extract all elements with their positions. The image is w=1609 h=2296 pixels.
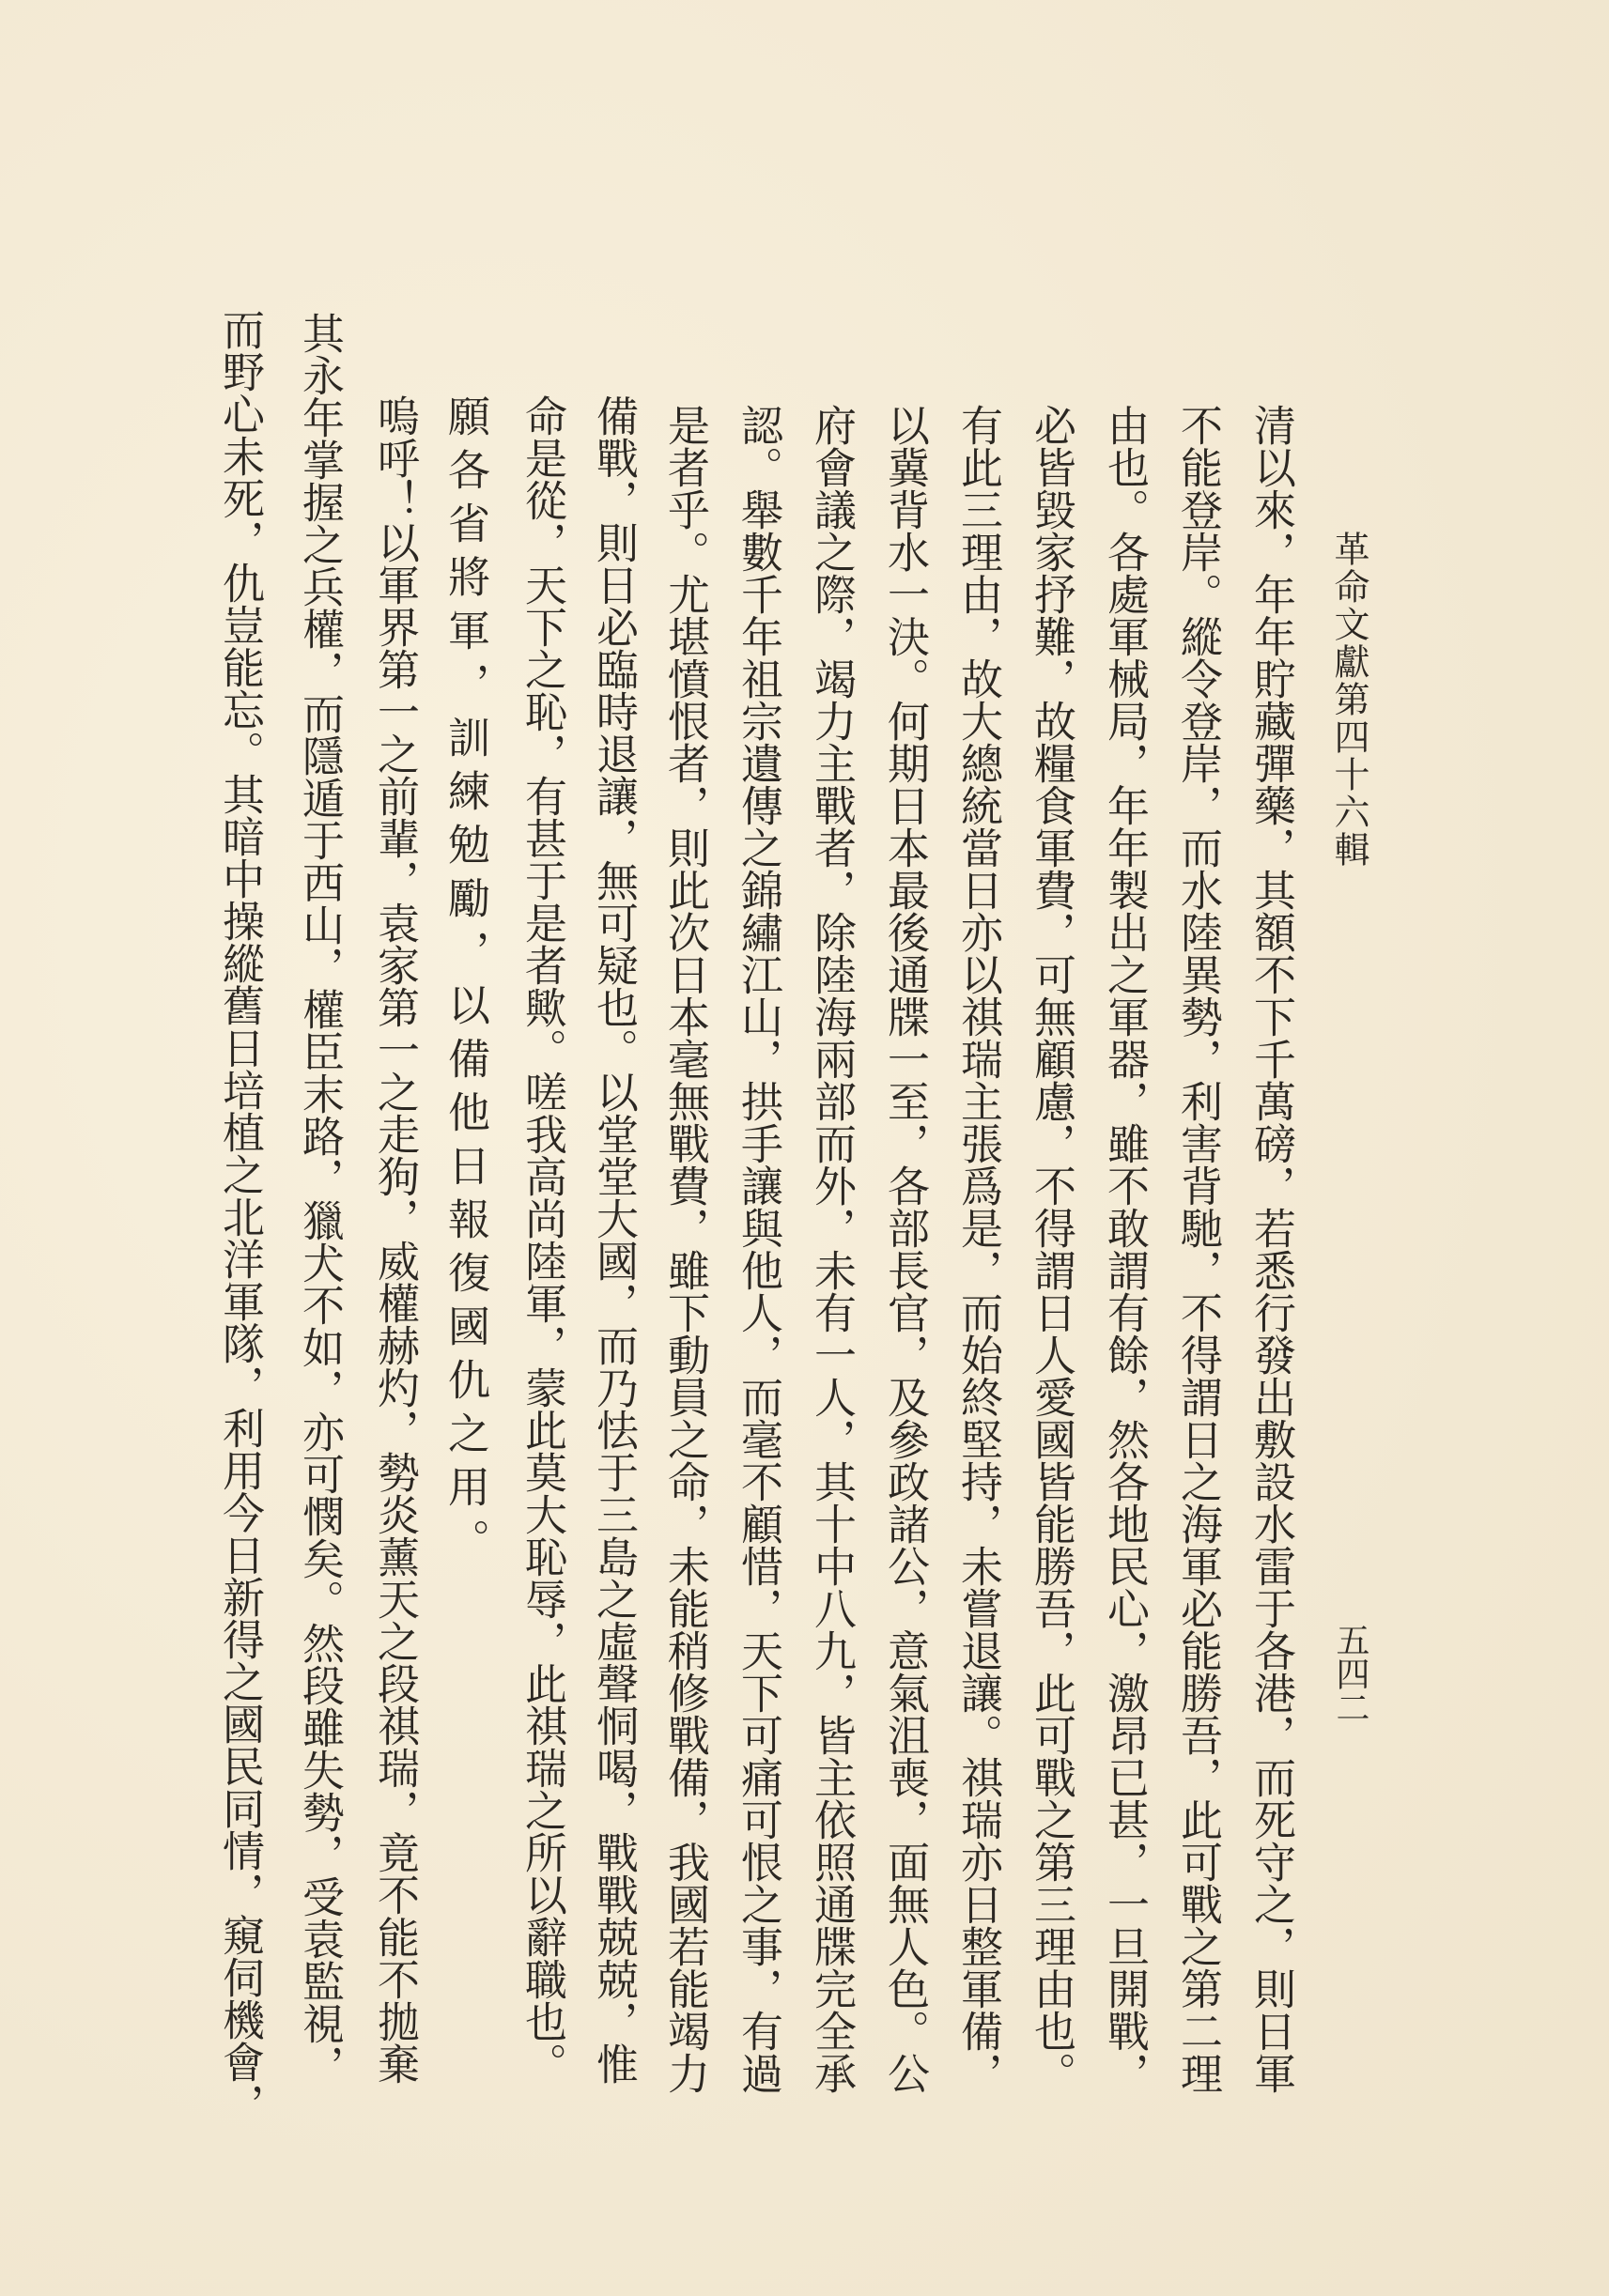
text-column-7: 府會議之際，竭力主戰者，除陸海兩部而外，未有一人，其十中八九，皆主依照通牒完全承 bbox=[807, 404, 857, 2094]
text-column-13: 嗚呼！以軍界第一之前輩，袁家第一之走狗，威權赫灼，勢炎薰天之段祺瑞，竟不能不拋棄 bbox=[370, 394, 420, 2085]
text-column-6: 以冀背水一決。何期日本最後通牒一至，各部長官，及參政諸公，意氣沮喪，面無人色。公 bbox=[880, 404, 930, 2094]
text-column-3: 由也。各處軍械局，年年製出之軍器，雖不敢謂有餘，然各地民心，激昂已甚，一旦開戰， bbox=[1100, 404, 1150, 2094]
text-column-1: 清以來，年年貯藏彈藥，其額不下千萬磅，若悉行發出敷設水雷于各港，而死守之，則日軍 bbox=[1246, 404, 1296, 2094]
text-column-4: 必皆毀家抒難，故糧食軍費，可無顧慮，不得謂日人愛國皆能勝吾，此可戰之第三理由也。 bbox=[1027, 404, 1076, 2094]
text-column-15: 而野心未死，仇豈能忘。其暗中操縱舊日培植之北洋軍隊，利用今日新得之國民同情，窺伺機會， bbox=[215, 308, 265, 2125]
text-column-9: 是者乎。尤堪憤恨者，則此次日本毫無戰費，雖下動員之命，未能稍修戰備，我國若能竭力 bbox=[660, 404, 710, 2094]
page-number: 五四二 bbox=[1331, 1623, 1369, 1724]
text-column-10: 備戰，則日必臨時退讓，無可疑也。以堂堂大國，而乃怯于三島之虛聲恫喝，戰戰兢兢，惟 bbox=[589, 394, 639, 2085]
text-column-5: 有此三理由，故大總統當日亦以祺瑞主張爲是，而始終堅持，未嘗退讓。祺瑞亦日整軍備， bbox=[953, 404, 1003, 2094]
running-title: 革命文獻第四十六輯 bbox=[1328, 531, 1369, 869]
text-column-8: 認。舉數千年祖宗遺傳之錦繡江山，拱手讓與他人，而毫不顧惜，天下可痛可恨之事，有過 bbox=[734, 404, 783, 2094]
text-column-14: 其永年掌握之兵權，而隱遁于西山，權臣末路，獵犬不如，亦可憫矣。然段雖失勢，受袁監視， bbox=[295, 312, 345, 2087]
text-column-2: 不能登岸。縱令登岸，而水陸異勢，利害背馳，不得謂日之海軍必能勝吾，此可戰之第二理 bbox=[1173, 404, 1223, 2094]
text-column-12: 願各省將軍，訓練勉勵，以備他日報復國仇之用。 bbox=[441, 394, 490, 1572]
text-column-11: 命是從，天下之恥，有甚于是者歟。嗟我高尚陸軍，蒙此莫大恥辱，此祺瑞之所以辭職也。 bbox=[518, 394, 567, 2085]
